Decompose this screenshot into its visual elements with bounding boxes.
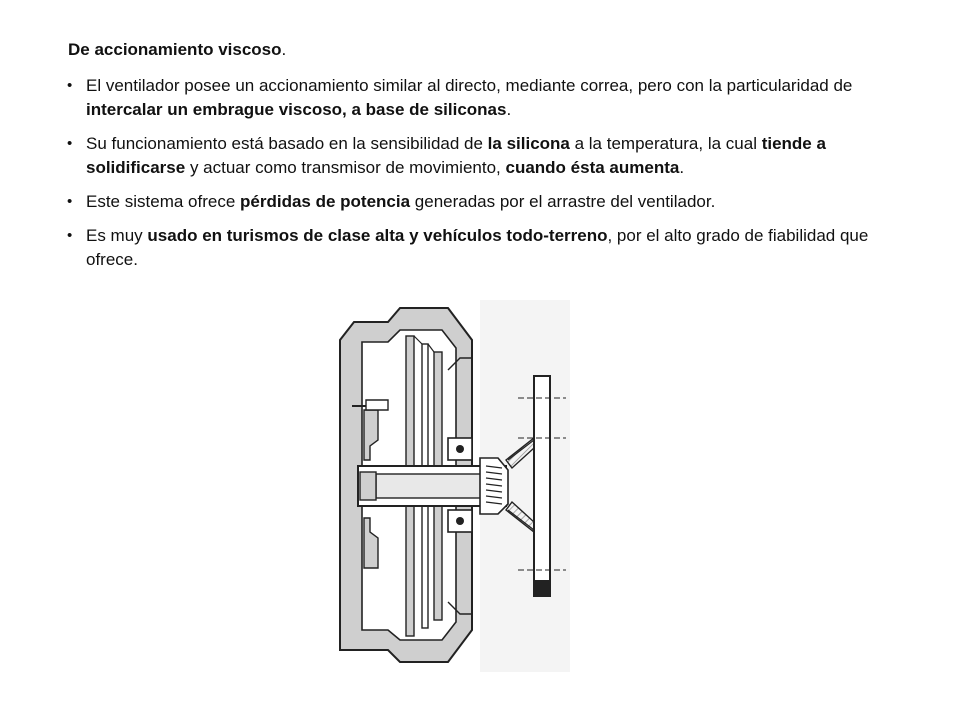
bimetal-pin	[366, 400, 388, 410]
bullet-2-bold-b: tiende a solidificarse	[86, 134, 826, 177]
shaft-head	[360, 472, 376, 500]
bullet-list	[64, 74, 894, 282]
bullet-2-bold-c: cuando ésta aumenta	[505, 158, 680, 177]
bullet-item-2	[64, 132, 894, 180]
bearing-upper-ball	[456, 445, 464, 453]
bullet-4-text-b: , por el alto grado de fiabilidad que ofrece.	[86, 226, 869, 269]
bullet-icon: •	[67, 77, 73, 94]
bullet-3-text-a: Este sistema ofrece	[86, 192, 241, 211]
bearing-lower-ball	[456, 517, 464, 525]
bullet-1-bold-a: intercalar un embrague viscoso, a base de siliconas	[86, 100, 507, 119]
title-period: .	[281, 40, 287, 59]
bullet-1-text-b: .	[506, 100, 512, 119]
bullet-2-bold-a: la silicona	[487, 134, 570, 153]
bullet-3-text-b: generadas por el arrastre del ventilador.	[410, 192, 716, 211]
bullet-icon: •	[67, 135, 73, 152]
section-title	[68, 38, 286, 62]
bullet-item-3	[64, 190, 894, 214]
bullet-2-text-a: Su funcionamiento está basado en la sensibilidad de	[86, 134, 488, 153]
shaft-core	[376, 474, 490, 498]
pulley-plate	[534, 376, 550, 596]
bullet-item-1	[64, 74, 894, 122]
bullet-3-bold-a: pérdidas de potencia	[240, 192, 411, 211]
bullet-4-text-a: Es muy	[86, 226, 148, 245]
viscous-clutch-diagram	[330, 300, 570, 672]
bullet-item-4	[64, 224, 894, 272]
pulley-base-block	[534, 580, 550, 596]
bullet-2-text-c: y actuar como transmisor de movimiento,	[185, 158, 506, 177]
bullet-icon: •	[67, 227, 73, 244]
bullet-4-bold-a: usado en turismos de clase alta y vehículos todo-terreno	[147, 226, 608, 245]
bullet-2-text-b: a la temperatura, la cual	[569, 134, 762, 153]
bullet-icon: •	[67, 193, 73, 210]
title-text: De accionamiento viscoso	[68, 40, 282, 59]
bullet-2-text-d: .	[679, 158, 685, 177]
bullet-1-text-a: El ventilador posee un accionamiento similar al directo, mediante correa, pero con la particularidad de	[86, 76, 853, 95]
